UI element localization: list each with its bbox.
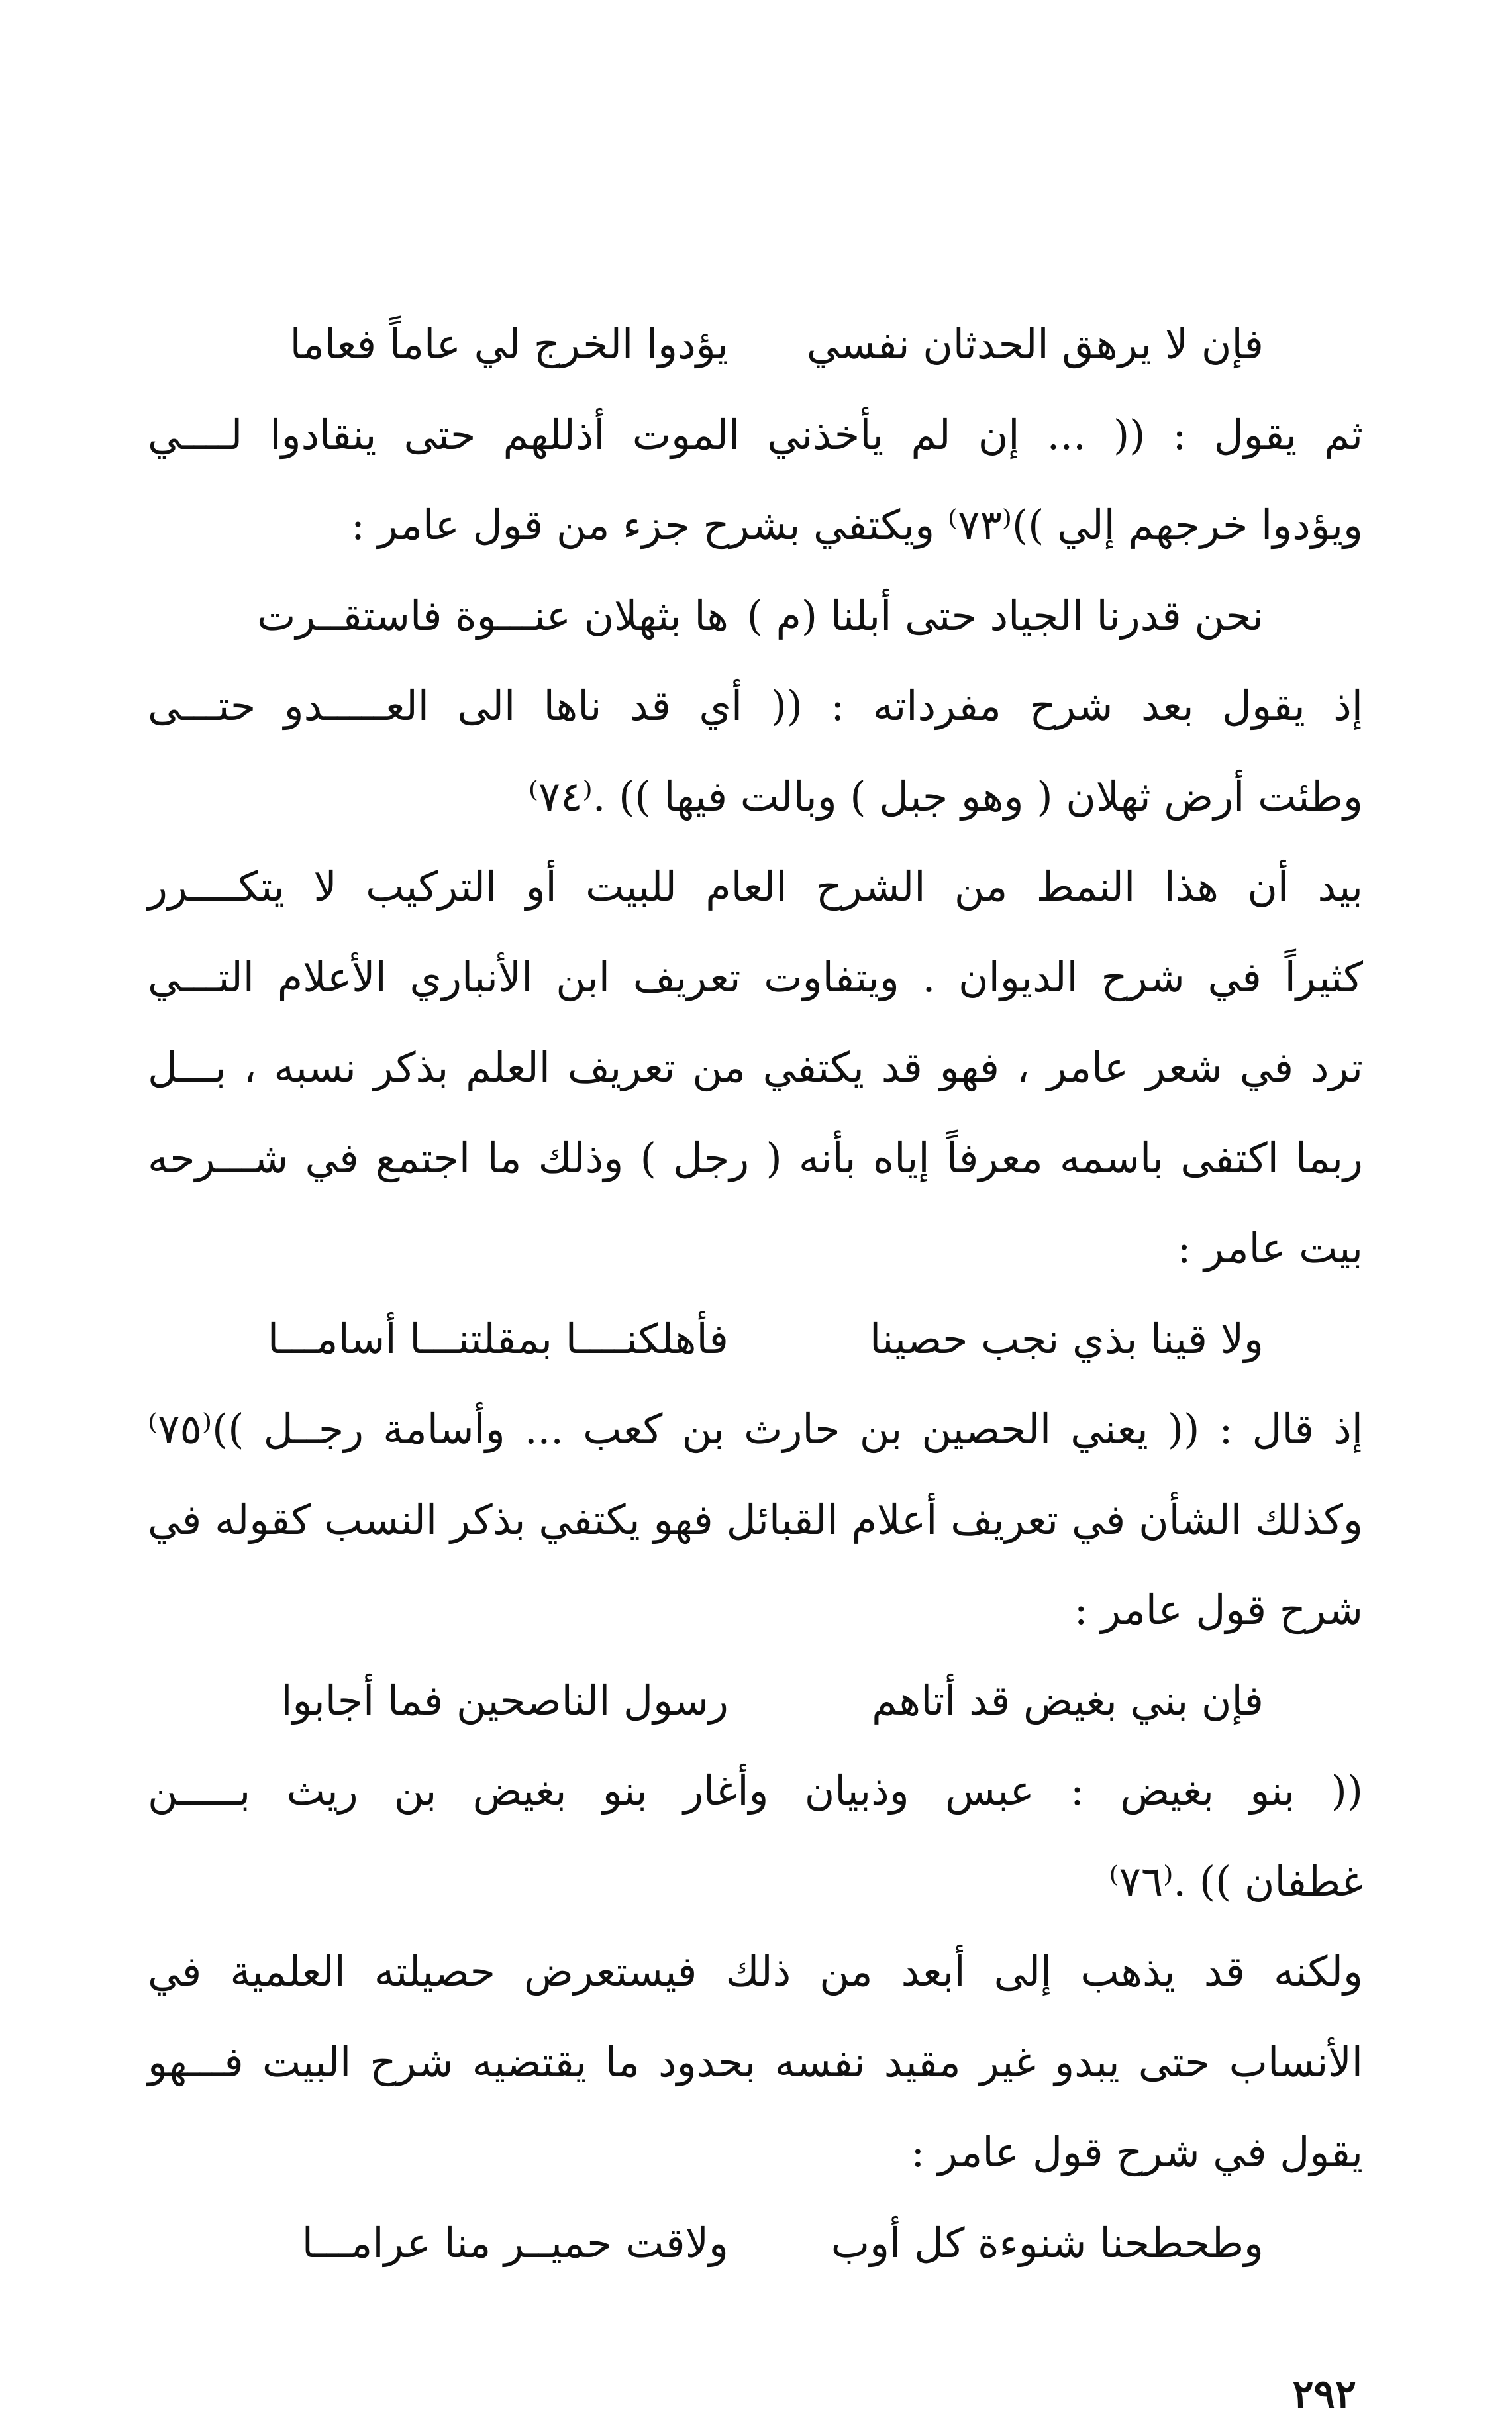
verse-second-hemistich: يؤدوا الخرج لي عاماً فعاما xyxy=(289,320,729,368)
verse-line xyxy=(0,1674,1512,1727)
paragraph-line: ترد في شعر عامر ، فهو قد يكتفي من تعريف العلم بذكر نسبه ، بـــل xyxy=(148,1043,1363,1091)
paragraph-line: بيت عامر : xyxy=(1177,1224,1363,1272)
paragraph-line: ربما اكتفى باسمه معرفاً إياه بأنه ( رجل ) وذلك ما اجتمع في شـــرحه xyxy=(148,1134,1363,1182)
verse-second-hemistich: ها بثهلان عنـــوة فاستقــرت xyxy=(257,591,729,640)
verse-line xyxy=(0,1313,1512,1366)
verse-second-hemistich: فأهلكنــــا بمقلتنـــا أسامـــا xyxy=(267,1315,729,1363)
paragraph-line: إذ قال : (( يعني الحصين بن حارث بن كعب ... وأسامة رجــل ))⁽٧٥⁾ xyxy=(148,1405,1363,1453)
verse-line xyxy=(0,318,1512,371)
paragraph-line: وطئت أرض ثهلان ( وهو جبل ) وبالت فيها )) .⁽٧٤⁾ xyxy=(528,772,1363,821)
verse-line xyxy=(0,2217,1512,2270)
paragraph-line: بيد أن هذا النمط من الشرح العام للبيت أو التركيب لا يتكــــرر xyxy=(148,862,1363,911)
paragraph-line: كثيراً في شرح الديوان . ويتفاوت تعريف ابن الأنباري الأعلام التـــي xyxy=(148,953,1363,1001)
page-number: ٢٩٢ xyxy=(1292,2371,1356,2417)
verse-first-hemistich: فإن بني بغيض قد أتاهم xyxy=(872,1676,1264,1725)
paragraph-line: (( بنو بغيض : عبس وذبيان وأغار بنو بغيض بن ريث بـــــن xyxy=(148,1766,1363,1815)
verse-first-hemistich: فإن لا يرهق الحدثان نفسي xyxy=(806,320,1264,368)
verse-second-hemistich: ولاقت حميــر منا عرامـــا xyxy=(301,2219,729,2267)
paragraph-line: شرح قول عامر : xyxy=(1074,1586,1363,1634)
paragraph-line: غطفان )) .⁽٧٦⁾ xyxy=(1109,1857,1363,1905)
paragraph-line: يقول في شرح قول عامر : xyxy=(911,2128,1363,2176)
paragraph-line: إذ يقول بعد شرح مفرداته : (( أي قد ناها الى العـــــدو حتـــى xyxy=(148,682,1363,730)
paragraph-line: ويؤدوا خرجهم إلي ))⁽٧٣⁾ ويكتفي بشرح جزء من قول عامر : xyxy=(350,501,1363,549)
verse-first-hemistich: ولا قينا بذي نجب حصينا xyxy=(870,1315,1264,1363)
verse-first-hemistich: نحن قدرنا الجياد حتى أبلنا (م ) xyxy=(746,591,1264,640)
paragraph-line: ثم يقول : (( ... إن لم يأخذني الموت أذللهم حتى ينقادوا لــــي xyxy=(148,411,1363,459)
verse-second-hemistich: رسول الناصحين فما أجابوا xyxy=(281,1676,729,1725)
paragraph-line: وكذلك الشأن في تعريف أعلام القبائل فهو يكتفي بذكر النسب كقوله في xyxy=(148,1495,1363,1544)
verse-line xyxy=(0,589,1512,642)
paragraph-line: الأنساب حتى يبدو غير مقيد نفسه بحدود ما يقتضيه شرح البيت فـــهو xyxy=(148,2038,1363,2086)
paragraph-line: ولكنه قد يذهب إلى أبعد من ذلك فيستعرض حصيلته العلمية في xyxy=(148,1947,1363,1996)
verse-first-hemistich: وطحطحنا شنوءة كل أوب xyxy=(831,2219,1264,2267)
